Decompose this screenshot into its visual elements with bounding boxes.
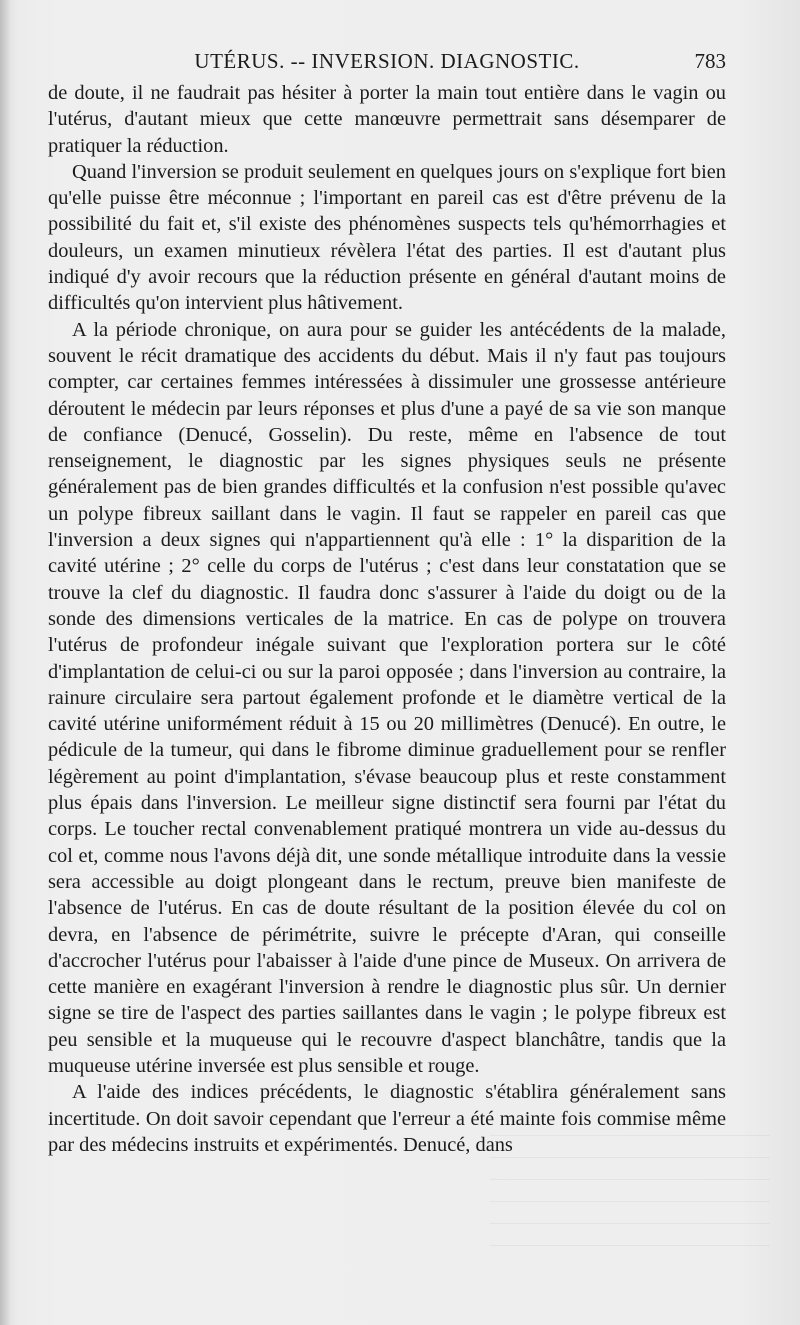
page-gutter-shadow [0, 0, 10, 1325]
page-number: 783 [694, 49, 726, 73]
paragraph-continued: de doute, il ne faudrait pas hésiter à porter la main tout entière dans le vagin ou l'utérus, d'autant mieux que cette manœuvre permettrait sans désemparer de pratiquer la réduction. [48, 82, 726, 157]
running-title: UTÉRUS. -- INVERSION. DIAGNOSTIC. [194, 49, 580, 73]
page-header [48, 46, 726, 76]
paragraph-chronic-period: A la période chronique, on aura pour se guider les antécédents de la malade, souvent le récit dramatique des accidents du début. Mais il n'y faut pas toujours compter, car certaines femmes intéressées à dissimuler une grossesse antérieure déroutent le médecin par leurs réponses et plus d'une a payé de sa vie son manque de confiance (Denucé, Gosselin). Du reste, même en l'absence de tout renseignement, le diagnostic par les signes physiques seuls ne présente généralement pas de bien grandes difficultés et la confusion n'est possible qu'avec un polype fibreux saillant dans le vagin. Il faut se rappeler en pareil cas que l'inversion a deux signes qui n'appartiennent qu'à elle : 1° la disparition de la cavité utérine ; 2° celle du corps de l'utérus ; c'est dans leur constatation que se trouve la clef du diagnostic. Il faudra donc s'assurer à l'aide du doigt ou de la sonde des dimensions verticales de la matrice. En cas de polype on trouvera l'utérus de profondeur inégale suivant que l'exploration portera sur le côté d'implantation de celui-ci ou sur la paroi opposée ; dans l'inversion au contraire, la rainure circulaire sera partout également profonde et le diamètre vertical de la cavité utérine uniformément réduit à 15 ou 20 millimètres (Denucé). En outre, le pédicule de la tumeur, qui dans le fibrome diminue graduellement pour se renfler légèrement au point d'implantation, s'évase beaucoup plus et reste constamment plus épais dans l'inversion. Le meilleur signe distinctif sera fourni par l'état du corps. Le toucher rectal convenablement pratiqué montrera un vide au-dessus du col et, comme nous l'avons déjà dit, une sonde métallique introduite dans la vessie sera accessible au doigt plongeant dans le rectum, preuve bien manifeste de l'absence de l'utérus. En cas de doute résultant de la position élevée du col on devra, en l'absence de périmétrite, suivre le précepte d'Aran, qui conseille d'accrocher l'utérus pour l'abaisser à l'aide d'une pince de Museux. On arrivera de cette manière en exagérant l'inversion à rendre le diagnostic plus sûr. Un dernier signe se tire de l'aspect des parties saillantes dans le vagin ; le polype fibreux est peu sensible et la muqueuse qui le recouvre d'aspect blanchâtre, tandis que la muqueuse utérine inversée est plus sensible et rouge. [48, 318, 726, 1077]
paragraph-conclusion: A l'aide des indices précédents, le diagnostic s'établira généralement sans incertitude. On doit savoir cependant que l'erreur a été mainte fois commise même par des médecins instruits et expérimentés. Denucé, dans [48, 1081, 726, 1156]
body-text [48, 80, 726, 1158]
show-through-texture [490, 1135, 770, 1255]
paragraph-acute-inversion: Quand l'inversion se produit seulement en quelques jours on s'explique fort bien qu'elle puisse être méconnue ; l'important en pareil cas est d'être prévenu de la possibilité du fait et, s'il existe des phénomènes suspects tels qu'hémorrhagies et douleurs, un examen minutieux révèlera l'état des parties. Il est d'autant plus indiqué d'y avoir recours que la réduction présente en général d'autant moins de difficultés qu'on intervient plus hâtivement. [48, 160, 726, 315]
